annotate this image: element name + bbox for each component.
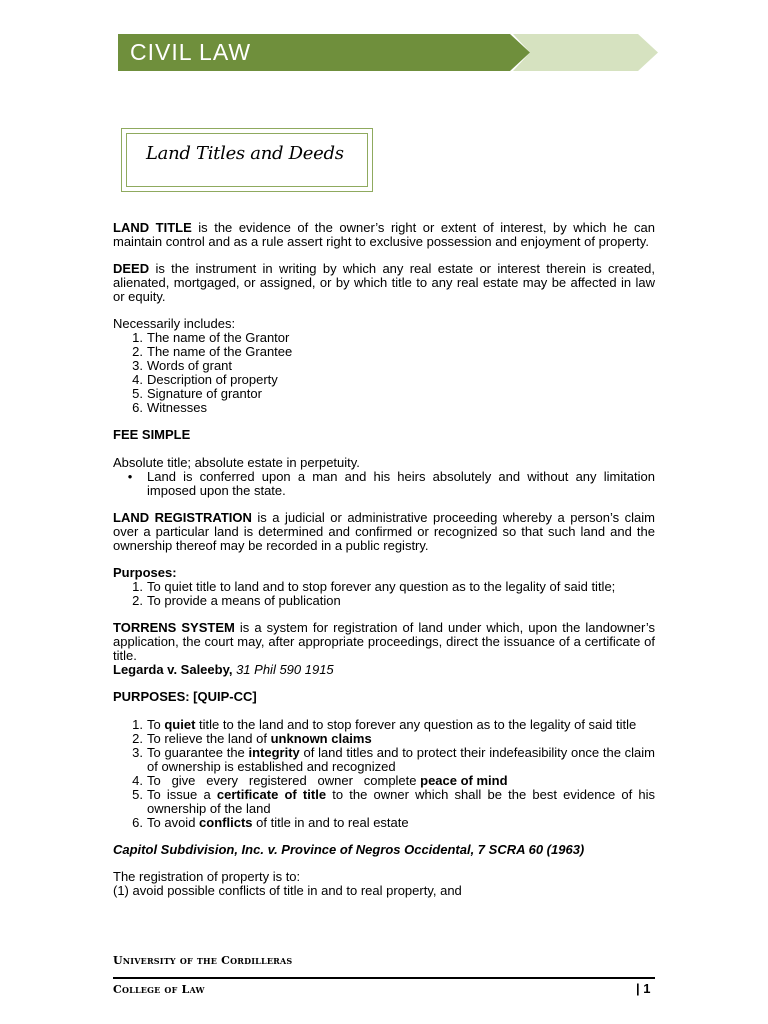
header-banner [118,34,658,71]
document-body [113,221,655,898]
list-item: 3. To guarantee the integrity of land titles and to protect their indefeasibility once the claim of ownership is established and recognized [132,745,655,774]
deed-term: DEED [113,261,150,276]
list-item: 5. Signature of grantor [132,386,262,401]
fee-simple-definition: Absolute title; absolute estate in perpetuity. [113,455,360,470]
page-number [636,981,651,996]
footer-university: University of the Cordilleras [113,954,293,967]
page-number-value: 1 [643,981,651,996]
torrens-paragraph: TORRENS SYSTEM is a system for registration of land under which, upon the landowner’s application, the court may, after appropriate proceedings, direct the issuance of a certificate of title. [113,620,655,663]
land-title-term: LAND TITLE [113,220,192,235]
footer-divider [113,977,655,979]
capitol-line-2: (1) avoid possible conflicts of title in and to real property, and [113,883,462,898]
land-title-text: is the evidence of the owner’s right or extent of interest, by which he can maintain control and as a rule assert right to exclusive possession and enjoyment of property. [113,220,655,249]
list-item: 2. To relieve the land of unknown claims [132,731,372,746]
list-item: 4. Description of property [132,372,278,387]
list-item: 2. To provide a means of publication [132,593,341,608]
list-item: 2. The name of the Grantee [132,344,293,359]
list-item: 3. Words of grant [132,358,233,373]
page-separator: | [636,981,640,996]
quipcc-list [113,718,655,830]
deed-paragraph [113,262,655,304]
list-item: • Land is conferred upon a man and his heirs absolutely and without any limitation imposed upon the state. [127,469,655,498]
fee-simple-heading: FEE SIMPLE [113,427,191,442]
list-item: 1. To quiet title to land and to stop forever any question as to the legality of said title; [132,579,616,594]
includes-list [113,331,655,415]
title-frame [121,128,373,192]
capitol-citation: Capitol Subdivision, Inc. v. Province of Negros Occidental, 7 SCRA 60 (1963) [113,842,585,857]
list-item: 6. Witnesses [132,400,207,415]
quipcc-heading: PURPOSES: [QUIP-CC] [113,689,257,704]
purposes-heading: Purposes: [113,565,177,580]
list-item: 6. To avoid conflicts of title in and to real estate [132,815,409,830]
list-item: 1. The name of the Grantor [132,330,290,345]
document-title: Land Titles and Deeds [146,143,344,164]
banner-title: CIVIL LAW [130,39,252,65]
torrens-case: Legarda v. Saleeby, 31 Phil 590 1915 [113,662,334,677]
deed-text: is the instrument in writing by which any real estate or interest therein is created, alienated, mortgaged, or assigned, or by which title to any real estate may be affected in law or equity. [113,261,655,304]
capitol-line-1: The registration of property is to: [113,869,301,884]
fee-simple-bullets [113,470,655,498]
land-registration-paragraph: LAND REGISTRATION is a judicial or administrative proceeding whereby a person’s claim over a particular land is determined and confirmed or recognized so that such land and the ownership thereof may be recorded in a public registry. [113,510,655,553]
purposes-list [113,580,655,608]
includes-heading: Necessarily includes: [113,316,236,331]
footer-college: College of Law [113,983,205,996]
list-item: 1. To quiet title to the land and to stop forever any question as to the legality of said title [132,717,637,732]
list-item: 5. To issue a certificate of title to the owner which shall be the best evidence of his ownership of the land [132,787,656,816]
list-item: 4. To give every registered owner complete peace of mind [132,773,508,788]
land-title-paragraph [113,221,655,249]
